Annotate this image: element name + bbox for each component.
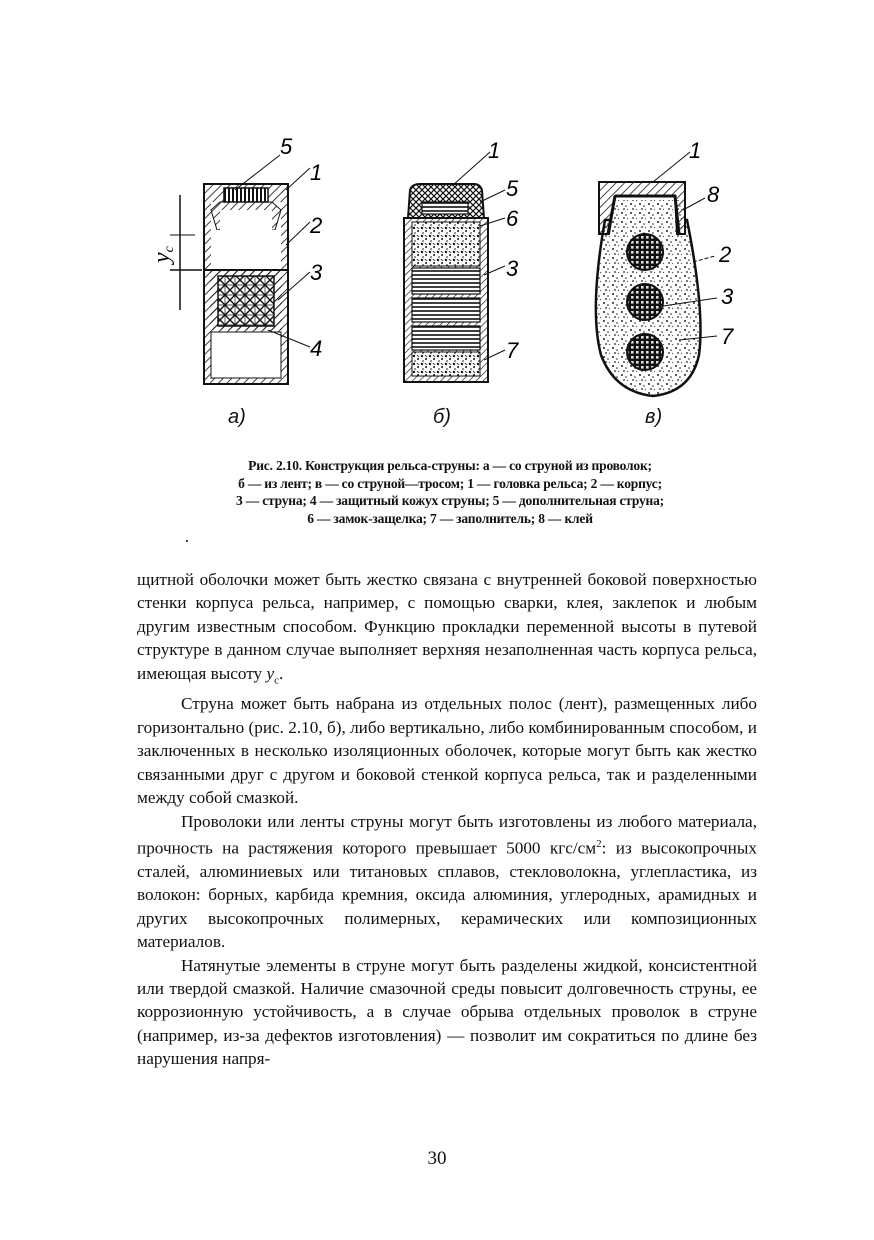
page-number: 30 <box>427 1148 447 1169</box>
paragraph: Струна может быть набрана из отдельных полос (лент), размещенных либо горизонтально (рис. 2.10, б), либо вертикально, либо комбинированным способом, и заключенных в несколько изоляционных оболочек, которые могут быть как жестко связанными друг с другом и боковой стенкой корпуса рельса, так и разделенными между собой смазкой. <box>137 694 757 808</box>
callout-b-7: 7 <box>506 338 519 363</box>
figure-2-10 <box>140 130 760 435</box>
callout-v-3: 3 <box>721 284 734 309</box>
symbol-subscript: c <box>274 674 279 687</box>
callout-b-6: 6 <box>506 206 519 231</box>
callout-v-7: 7 <box>721 324 734 349</box>
body-text <box>137 568 757 1071</box>
caption-line: Рис. 2.10. Конструкция рельса-струны: а — со струной из проволок; <box>248 458 652 473</box>
dimension-label-yc: yc <box>149 246 177 263</box>
symbol-y: y <box>266 663 275 683</box>
caption-line: б — из лент; в — со струной—тросом; 1 — головка рельса; 2 — корпус; <box>238 475 662 491</box>
paragraph-text: Проволоки или ленты струны могут быть изготовлены из любого материала, прочность на растяжения которого превышает 5000 кгс/см <box>137 811 757 858</box>
caption-line: 3 — струна; 4 — защитный кожух струны; 5 — дополнительная струна; <box>236 493 664 508</box>
paragraph-text: щитной оболочки может быть жестко связана с внутренней боковой поверхностью стенки корпуса рельса, например, с помощью сварки, клея, заклепок и любым другим известным способом. Функцию прокладки переменной высоты в путевой структуре в данном случае выполняет верхняя незаполненная часть корпуса рельса, имеющая высоту <box>137 570 757 683</box>
paragraph <box>137 810 757 954</box>
superscript: 2 <box>596 837 602 850</box>
figure-panel-a <box>140 130 350 435</box>
callout-v-2: 2 <box>719 242 732 267</box>
caption-line: 6 — замок-защелка; 7 — заполнитель; 8 — клей <box>307 510 593 526</box>
paragraph-end: . <box>278 663 284 683</box>
paragraph: Натянутые элементы в струне могут быть разделены жидкой, консистентной или твердой смазкой. Наличие смазочной среды повысит долговечность струны, ее коррозионную устойчивость, а в случае обрыва отдельных проволок в струне (например, из-за дефектов изготовления) — позволит им сократиться по длине без нарушения напря- <box>137 955 757 1069</box>
callout-b-3: 3 <box>506 256 519 281</box>
paragraph <box>137 568 757 692</box>
callout-a-3: 3 <box>310 260 323 285</box>
callout-v-1: 1 <box>689 138 702 163</box>
callout-a-2: 2 <box>310 213 323 238</box>
panel-label-a: а) <box>228 406 246 428</box>
figure-panel-b <box>380 130 550 435</box>
callout-b-1: 1 <box>488 138 501 163</box>
callout-a-5: 5 <box>280 134 293 159</box>
figure-panel-v <box>575 130 760 435</box>
rail-string-wire-diagram <box>140 130 350 435</box>
panel-label-b: б) <box>433 406 451 428</box>
rail-string-tape-diagram <box>380 130 550 435</box>
scan-speck <box>186 540 188 542</box>
callout-a-1: 1 <box>310 160 323 185</box>
callout-v-8: 8 <box>707 182 720 207</box>
paragraph-text: : из высокопрочных сталей, алюминиевых или титановых сплавов, стекловолокна, углепластика, из волокон: борных, карбида кремния, оксида алюминия, углеродных, арамидных и других высокопрочных полимерных, керамических или композиционных материалов. <box>137 838 757 952</box>
callout-a-4: 4 <box>310 336 323 361</box>
rail-string-cable-diagram <box>575 130 760 435</box>
callout-b-5: 5 <box>506 176 519 201</box>
panel-label-v: в) <box>645 406 663 428</box>
figure-caption <box>170 457 730 527</box>
